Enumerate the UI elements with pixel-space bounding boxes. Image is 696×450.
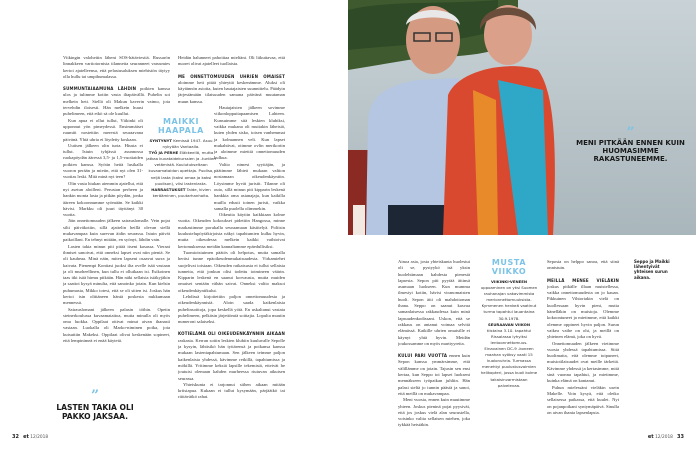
page-footer-left: 32 et 12/2018 bbox=[12, 434, 49, 440]
paragraph-text: raskasta. Kerran soitin leskien klubiin kuuluvalle Sepolle ja kysyin, lähtisikö hän tyttärensä ja poikansa kanssa mukaan lastentapahtumaan. Sen jälkeen teimme paljon kaikenlaista yhdessä, kävimme retkillä, tapahtumissa ja mökillä. Yritimme keksiä lapsille tekemistä, etteivät he joutuisi olemaan kahden murheessa riutuvan aikuisen seurassa. bbox=[178, 337, 285, 381]
paragraph-text: ennen kuin Sepon kanssa ymmärsimme, että välillämme on jotain. Tajusin sen ensi kertaa, kun Seppo toi lapset luokseni mennäkseen työpaikan juhliin. Hän palasi sieltä jo tunnin päästä ja sanoi, että meillä on mukavampaa. bbox=[398, 353, 470, 396]
paragraph-text: Valtio nimesi syyttäjän, ja päätimme lähteä mukaan valtion nostamaan oikeudenkäyntiin. Löysimme hyvät juristit. Tilanne oli outo, sillä minun piti kipparin leskenä hankkia oma asianajaja, kun kaikilla muilla edusti toinen juristi, vaikka samalla puolella olimmekin. bbox=[214, 161, 285, 211]
entry-label: VIIKINKI-VENEEN bbox=[490, 279, 528, 284]
article-column-3 bbox=[547, 259, 619, 435]
paragraph bbox=[178, 74, 285, 105]
paragraph bbox=[398, 259, 470, 347]
entry-text: uppoaminen on yksi Suomen rauhanajan vakavimmista merionnettomuuksista. Kymmenen henkeä vaatinut turma tapahtui lauantaina 30.9.1978. bbox=[480, 285, 538, 321]
paragraph bbox=[398, 353, 470, 397]
couple-photo bbox=[348, 0, 696, 235]
paragraph-text: Oikeutta käytiin kaikkiaan kolme vuotta. Oikeuden kokoukset pidettiin Hangossa, minne markastimme porukalla seuraamaan käsittelyä. Poliisin kuulustelupöytäkirjoista näkyi tapahtumien kulku hyvin, mutta oikeudessa melkein kaikki vaihtoivat kertomuksensa meidän kannaltamme epäedullisiksi. bbox=[178, 212, 285, 249]
paragraph-text: Onnettomuuden jälkeen vietimme vuosia yhdessä tapahtumissa. Siitä huolimatta, että olemme toipuneet, muistotilaisuudet ovat meille tärkeitä. Kävimme yhdessä ja kertasimme, mitä sinä vuonna tapahtui, ja mietimme, kuinka elämä on kantanut. bbox=[547, 340, 619, 384]
paragraph-lead: MEILLÄ MENEE VIELÄKIN bbox=[547, 277, 619, 283]
paragraph bbox=[547, 278, 619, 341]
entry-label: HARRASTUKSET bbox=[151, 186, 186, 192]
paragraph bbox=[178, 55, 285, 68]
entry-text: tiistaina 3.10. tapahtui Rissalassa lyhyiksi lentoonnettomuus. Einavainen DC-9 -koneen maahan syöksy vaati 15 kuolonuhria. Turmassa menehtyi puolustusvoimien helikopteri, jossa kuoli kolme takaisinvarmistaan palvelevaa. bbox=[480, 327, 538, 388]
profile-name: MAIKKI HAAPALA bbox=[158, 117, 204, 135]
paragraph-text: Lasten takia minun piti pitää itseni kasassa. Vieraat ihmiset sanoivat, että onneksi lapset ovat niin pieniä. Se oli kauheaa. Minä näin, miten lapseni osaavat surra ja kaivata. Pienempi Kontiasi juoksi ilta ovelle isää vastaan ja oli murheellinen, kun tullu ei ollutkaan isi. Esikoinen taas itki isää hirmu pitkään. Hän näki sellaisia isiäkyjäkin ja saattoi kysyä minulta, että sanoinko jotain. Kun kielsin puhumasta, Mikko totesi, että se oli sitten isi. Joskus hän kertoi isin olittäneen häntä poskesta nukkumaan mennessä. bbox=[63, 243, 170, 306]
paragraph bbox=[547, 259, 619, 272]
paragraph bbox=[398, 397, 470, 428]
paragraph-text: Meni vuosia, ennen kuin muutimme yhteen. Joskus pieninä pojat pyysivät, että jos joskus vielä alan seurustella, voisinko valita sellaisen miehen, joka tykkää heistäkin. bbox=[398, 397, 470, 428]
paragraph bbox=[178, 382, 285, 401]
paragraph-text: aloimme heti pitää yhteyttä keskenämme. Aluksi oli käytännön asioita, kuten hautajaisten suunnittelu. Päädyin järjestämään tilaisuuden samana päivänä muutaman muun kanssa. bbox=[178, 79, 285, 104]
sidebar-entry bbox=[480, 279, 538, 322]
sidebar-entry bbox=[146, 138, 216, 150]
photo-quote: ” MENI PITKÄÄN ENNEN KUIN HUOMASIMME RAKASTUNEEMME. bbox=[568, 129, 693, 164]
entry-label: SEURAAVAN VIIKON bbox=[487, 321, 530, 327]
photo-caption: Seppo ja Maikki lähentyivät yhteisen surun aikana. bbox=[634, 259, 670, 280]
entry-label: SYNTYNYT bbox=[149, 138, 172, 143]
sidebar-entry bbox=[146, 150, 216, 187]
quote-mark-icon: ” bbox=[90, 388, 100, 404]
paragraph bbox=[178, 250, 285, 294]
paragraph-text: Yhteiskunta ei tarjonnut siihen aikaan mitään kriisiapua. Kukaan ei tullut kysymään, pärjäätkö tai riittävätkö rahat. bbox=[178, 381, 285, 400]
paragraph-text: Viikingin valoheitin läheni SOS-hätäviestiä. Russarön linnakkeen vartiotornista tilannetta seuranneet varusmies kertoi ajatelleensa, että pelastusaluksen miehistön täytyy olla hullu tai umpihumalassa. bbox=[63, 55, 170, 79]
paragraph-text: Uutisen jälkeen olin turta. Hiusta ei tullut. Istuin tyhjässä asunnossa ruokapöydän ääressä 3,5- ja 1,5-vuotiaiden poikien kanssa. Syötin heitä lusikalla vuoron perään ja mietin, että nyt olen 31-vuotias leski. Mitä minä nyt teen? bbox=[63, 142, 143, 180]
entry-text: Eläkkeellä, mutta jatkaa kuvataidekurssien ja -tuntien vetämistä. Koulutukseltaan kuvaamataidon opettaja. Puoliso, neljä lasta (kaksi omaa ja kaksi puolison), viisi lastenlasta. bbox=[146, 150, 216, 186]
paragraph bbox=[63, 218, 170, 243]
paragraph-text: Hautajaisten jälkeen sovimme viikonloppuitapaamisen Lahteen. Kunsuimme sitä leskien klubiksi, vaikka mukana oli muitakin läheisiä, kuten yhden sisko, toisen vanhemmat ja kolmannen veli. Kun lapset mukahtivat, otimme ovlin merikortin ja aloimme miettiä onnettomuuden kulkua. bbox=[214, 105, 285, 161]
paragraph-text: Jäin onnettomuuden jälkeen sairauslomalle. Vein pojat silti päiväkotiin, sillä ajattelin heillä olevan siellä mukavampaa kuin surevan äidin seurassa. Istuin päivät paikoillani. En tehnyt mitään, en syönyt, lähdin vain. bbox=[63, 218, 170, 243]
paragraph bbox=[178, 331, 285, 381]
paragraph-lead: ME ONNETTOMUUDEN UHRIEN OMAISET bbox=[178, 73, 285, 79]
paragraph-lead: KULUI PARI VUOTTA bbox=[398, 353, 448, 359]
paragraph bbox=[178, 212, 285, 250]
info-sidebar bbox=[480, 258, 538, 389]
paragraph bbox=[63, 307, 170, 345]
paragraph bbox=[547, 341, 619, 385]
paragraph-text: Heidän halunneet pahoittaa mieltäni. Oli liikuttavaa, että nuoret olivat ajatelleet tuollaista. bbox=[178, 55, 285, 67]
right-page bbox=[348, 0, 696, 450]
entry-text: Kemissä 1947. Asuu nykyään Vantaalla. bbox=[162, 138, 213, 150]
paragraph bbox=[178, 294, 285, 325]
paragraph-text: joskus pitkälle illaan muistellessa, vaikka onnettomuudesta on jo kauan. Pikkuinen Vihtoriakin vielä on kuollessaan hyvin pieni, mutta hänelläkin on muistoja. Olemme kokoontuneet ja mietimme, että kaikki olemme oppineet hyvin paljon. Surun vaikea vaihe on ohi, ja meillä on yhteinen elämä, joka on hyvä. bbox=[547, 283, 619, 340]
paragraph-text: Ainoa asia, josta yhteiskunta huolestui oli se, pystyykö isä yksin huolehtimaan kahdesta pienestä lapsesta. Sepon piti pyytää äitinsä asumaan luokseen. Kun mumma ilmestyi kotiin, hävisi viranomaisten huoli. Sepon äiti oli mahdottoman ihana. Seppo on saanut kasvaa samanlaisessa rakkaudessa kuin minä lapsuudenkodissani. Uskon, että se rakkaus on antanut voimaa selvitä elämässä. Kaikille uhrien omaisille ei käynyt yhtä hyvin. Meidän joukossamme on myös marttyyreita. bbox=[398, 259, 470, 346]
paragraph bbox=[547, 385, 619, 416]
paragraph bbox=[63, 55, 170, 80]
paragraph-lead: KOTIELÄMÄ OLI OIKEUDENKÄYNNIN AIKAAN bbox=[178, 331, 285, 337]
paragraph-text: poikien kanssa ulos ja tulimme kotiin vasta iltapäivällä. Puhelin soi melkein heti. Siellä oli Makun kaverin vaimo, jota tervehdin iloisesti. Hän melkein huusi puhelimeen, että etkö sä ole kuullut. bbox=[63, 86, 170, 117]
paragraph-text: Kun apua ei ollut tullut, Viikinki oli upponnut yön pimeydessä. Ensimmäiset ruumiit nostettiin merestä seuraavana päivänä. Yhtä uhria ei löydetty koskaan. bbox=[63, 117, 143, 142]
article-column-1 bbox=[63, 55, 170, 390]
paragraph-text: Lehdissä kirjoitettiin paljon onnettomuudesta ja oikeudenkäynnistä. Aloin saada kaikenlaisia puhelinsoittoja, jopa keskellä yötä. En uskaltanut vastata puhelimeen, pelkäsin järjettömiä soittajia. Lopulta muutin numeroni salaiseksi. bbox=[178, 293, 285, 325]
entry-text: Taide, kivien kerääminen, puutarhanhoito. bbox=[152, 186, 211, 198]
paragraph-lead: SUMMUNTAIAAMUNA LÄHDIN bbox=[63, 86, 137, 92]
profile-sidebar bbox=[146, 117, 216, 199]
paragraph-text: Seposta on helppo sanoa, että siinä onnistuin. bbox=[547, 259, 619, 271]
paragraph-text: Olin vasta hiukan aiemmin ajatellut, että nyt asetun aloilleni. Perustan perheen ja hankin monta lasta ja pitkän pöydän, jonka ääreen kokoonnumme syömään. Se kaikki hävisi. Markku oli juuri täyttänyt 30 vuotta. bbox=[63, 180, 143, 218]
sidebar-entry bbox=[480, 322, 538, 389]
page-footer-right: et 12/2018 33 bbox=[647, 434, 684, 440]
pull-quote: ” LASTEN TAKIA OLI PAKKO JAKSAA. bbox=[56, 388, 134, 421]
sidebar-title: MUSTA VIIKKO bbox=[491, 258, 527, 276]
paragraph bbox=[63, 244, 170, 307]
paragraph-text: Sairauslomani jälkeen palasin töihin. Opetin steinerkoulussa kuvaamataitoa, mutta minulla oli myös oma luokka. Oppilaat ottivat minut aivan ihanasti vastaan. Luokalla oli Marko-niminen poika, jota kutsuttiin Makeksi. Oppilaat olivat keskenään sopineet, että lempinimeä ei enää käytetä. bbox=[63, 306, 170, 344]
quote-mark-icon: ” bbox=[626, 125, 635, 141]
paragraph-text: Tuomioistuimen päätös oli helpotus, mutta samalla heräsi tunne epäoikeudenmukaisuudesta. Virkamiehet suojelivat toisiaan. Oikeuden ratkaisusta ei tullut sellaista tunnetta, että jonkun olisi todettu toimineen väärin. Kipparin leskenä en saanut korvausta, mutta muiden omaiset sentään vähän saivat. Onneksi valtio maksoi oikeudenkäyntikulut. bbox=[178, 249, 285, 293]
sidebar-entry bbox=[146, 187, 216, 199]
article-column-1 bbox=[398, 259, 470, 435]
paragraph-text: Puhun mielessäni vieläkin usein Makelle. Voin kysyä, että oletko sellaisessa paikassa, että kuulet. Nyt on pojanpoikani syntymäpäivä. Sinulla on aivan ihania lapsenlapsia. bbox=[547, 384, 619, 415]
entry-label: TYÖ JA PERHE bbox=[148, 150, 179, 156]
article-column-2 bbox=[178, 55, 285, 435]
